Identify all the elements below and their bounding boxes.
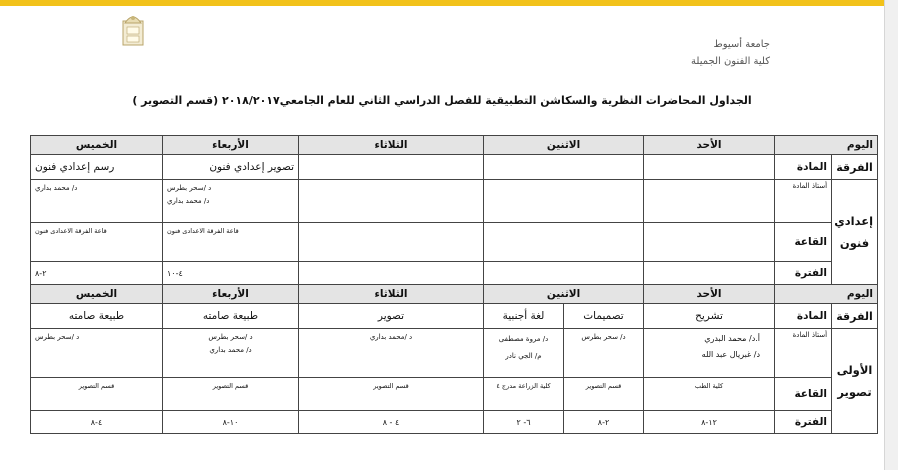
schedule-table	[30, 135, 878, 434]
cell-mon	[484, 180, 644, 223]
teacher-mon-b	[484, 329, 564, 378]
subject-wed: طبيعة صامته	[163, 304, 299, 329]
hall-wed: قسم التصوير	[163, 378, 299, 411]
teacher-name: د/ محمد بداري	[35, 184, 78, 192]
day-header-sun: الأحد	[644, 136, 775, 155]
teacher-row	[31, 180, 878, 223]
period-mon-a: ٢-٨	[564, 411, 644, 434]
day-header-tue: الثلاثاء	[299, 285, 484, 304]
teacher-wed	[163, 329, 299, 378]
period-label: الفترة	[775, 411, 832, 434]
group-name-line1: إعدادي	[834, 214, 874, 228]
subject-mon-a: تصميمات	[564, 304, 644, 329]
day-header-wed: الأربعاء	[163, 285, 299, 304]
day-header-thu: الخميس	[31, 136, 163, 155]
hall-thu: قاعة الفرقة الاعدادى فنون	[31, 223, 163, 262]
teacher-wed	[163, 180, 299, 223]
teacher-name: د /سحر بطرس	[35, 333, 80, 341]
hall-label: القاعة	[775, 378, 832, 411]
teacher-name: د/ سحر بطرس	[581, 333, 626, 341]
day-header-mon: الاثنين	[484, 136, 644, 155]
teacher-name: د /محمد بداري	[369, 333, 413, 341]
teacher-name: م/ الجي نادر	[505, 352, 542, 360]
hall-tue: قسم التصوير	[299, 378, 484, 411]
period-row	[31, 411, 878, 434]
period-label: الفترة	[775, 262, 832, 285]
group-name-line1: الأولى	[836, 363, 873, 377]
hall-thu: قسم التصوير	[31, 378, 163, 411]
teacher-label: أستاذ المادة	[775, 329, 832, 378]
teacher-tue	[299, 329, 484, 378]
group-name	[832, 329, 878, 434]
cell-tue	[299, 262, 484, 285]
hall-row	[31, 223, 878, 262]
cell-mon	[484, 223, 644, 262]
subject-label: المادة	[775, 304, 832, 329]
period-thu: ٤-٨	[31, 411, 163, 434]
subject-thu: رسم إعدادي فنون	[31, 155, 163, 180]
faculty-name: كلية الفنون الجميلة	[691, 56, 770, 67]
teacher-thu	[31, 180, 163, 223]
teacher-name: د/ محمد بداري	[167, 197, 210, 205]
group-header: الفرقة	[832, 304, 878, 329]
cell-sun	[644, 223, 775, 262]
day-header-wed: الأربعاء	[163, 136, 299, 155]
university-logo	[121, 11, 145, 47]
period-row	[31, 262, 878, 285]
subject-mon-b: لغة أجنبية	[484, 304, 564, 329]
day-header: اليوم	[775, 136, 878, 155]
group-header: الفرقة	[832, 155, 878, 180]
group-name	[832, 180, 878, 285]
period-wed: ٤-١٠	[163, 262, 299, 285]
hall-mon-b: كلية الزراعة مدرج ٤	[484, 378, 564, 411]
hall-wed: قاعة الفرقة الاعدادى فنون	[163, 223, 299, 262]
cell-tue	[299, 223, 484, 262]
period-mon-b: ٦- ٢	[484, 411, 564, 434]
teacher-name: د /سحر بطرس	[167, 184, 212, 192]
hall-label: القاعة	[775, 223, 832, 262]
subject-sun: تشريح	[644, 304, 775, 329]
teacher-thu	[31, 329, 163, 378]
teacher-name: د/ مروة مصطفى	[498, 335, 549, 343]
teacher-label: أستاذ المادة	[775, 180, 832, 223]
cell-tue	[299, 180, 484, 223]
teacher-name: د/ غبريال عبد الله	[701, 350, 761, 359]
hall-row	[31, 378, 878, 411]
period-sun: ١٢-٨	[644, 411, 775, 434]
day-header: اليوم	[775, 285, 878, 304]
university-header	[691, 36, 770, 70]
group-name-line2: تصوير	[837, 385, 872, 399]
day-header-mon: الاثنين	[484, 285, 644, 304]
period-tue: ٤ - ٨	[299, 411, 484, 434]
period-thu: ٢-٨	[31, 262, 163, 285]
teacher-mon-a	[564, 329, 644, 378]
cell-mon	[484, 262, 644, 285]
hall-mon-a: قسم التصوير	[564, 378, 644, 411]
group-name-line2: فنون	[839, 236, 870, 250]
document-title: الجداول المحاضرات النظرية والسكاشن التطبيقية للفصل الدراسي الثاني للعام الجامعي٢٠١٨/٢٠١٧ (قسم التصوير )	[132, 94, 752, 107]
subject-row	[31, 155, 878, 180]
vertical-scrollbar[interactable]	[884, 0, 898, 470]
cell-mon	[484, 155, 644, 180]
subject-wed: تصوير إعدادي فنون	[163, 155, 299, 180]
period-wed: ١٠-٨	[163, 411, 299, 434]
subject-thu: طبيعة صامته	[31, 304, 163, 329]
header-row	[31, 136, 878, 155]
day-header-tue: الثلاثاء	[299, 136, 484, 155]
top-accent-bar	[0, 0, 884, 6]
subject-row	[31, 304, 878, 329]
teacher-name: أ.د/ محمد البدري	[704, 334, 761, 343]
day-header-sun: الأحد	[644, 285, 775, 304]
teacher-sun	[644, 329, 775, 378]
hall-sun: كلية الطب	[644, 378, 775, 411]
university-name: جامعة أسيوط	[713, 39, 770, 50]
header-row	[31, 285, 878, 304]
cell-sun	[644, 262, 775, 285]
teacher-name: د /سحر بطرس	[208, 333, 253, 341]
teacher-name: د/ محمد بداري	[209, 346, 252, 354]
day-header-thu: الخميس	[31, 285, 163, 304]
cell-sun	[644, 155, 775, 180]
cell-tue	[299, 155, 484, 180]
cell-sun	[644, 180, 775, 223]
subject-label: المادة	[775, 155, 832, 180]
subject-tue: تصوير	[299, 304, 484, 329]
teacher-row	[31, 329, 878, 378]
